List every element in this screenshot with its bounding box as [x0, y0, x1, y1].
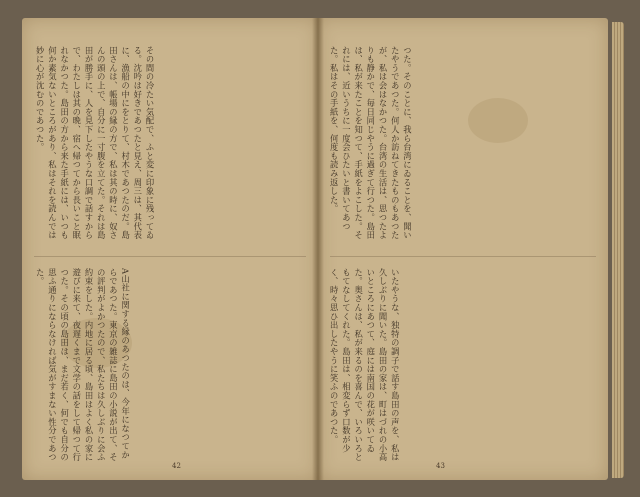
right-upper-column-block — [328, 46, 598, 246]
section-divider — [330, 256, 596, 257]
right-upper-text: つた。そのことに、我ら台湾にゐることを、聞いたやうであつた。何人か訪ねてきたものもあつたが、私は会はなかつた。台湾の生活は、思つたよりも静かで、毎日同じやうに過ぎて行つた。島田は、私が来たことを知つて、手紙をよこした。それには、近いうちに一度会ひたいと書いてあつた。私はその手紙を、何度も読み返した。 — [329, 46, 413, 240]
left-upper-text: その間の冷たい気配で、ふと変に印象に残ってゐる。沈吟は好きであつたと見え、周三は、其代表に、漁船の中にをとりて、村木であつたのだ。島田さんは、帳場の縁の方で、私は其の時に、奴さんの頭の上で、自分に一寸腹を立てた。それは島田が勝手に、人を見下したやうな口調で話すからで、わたしは其の晩、宿へ帰つてから長いこと眠れなかつた。島田の方から来た手紙には、いつも何か素気ないところがあり、私はそれを読んでは妙に心が沈むのであつた。 — [35, 46, 156, 240]
left-lower-column-block — [34, 268, 306, 468]
right-lower-column-block — [328, 268, 598, 468]
left-upper-column-block — [34, 46, 306, 246]
right-page-number: 43 — [436, 462, 445, 470]
left-page — [22, 18, 318, 480]
left-lower-text: A山社に関する縁のあつたのは、今年になつてからであつた。東京の雑誌に島田の小説が出て、その評判がよかつたので、私たちは久しぶりに会ふ約束をした。内地に居る頃、島田はよく私の家に遊びに来て、夜遅くまで文学の話をして帰つて行つた。その頃の島田は、まだ若く、何でも自分の思ふ通りにならなければ気がすまない性分であつた。 — [35, 268, 131, 462]
section-divider — [34, 256, 306, 257]
left-page-number: 42 — [172, 462, 181, 470]
right-page — [318, 18, 608, 480]
book-gutter — [312, 18, 324, 480]
page-edges — [612, 22, 624, 478]
right-lower-text: いたやうな、独特の調子で話す島田の声を、私は久しぶりに聞いた。島田の家は、町はづれの小高いところにあつて、庭には南国の花が咲いてゐた。奥さんは、私が来るのを喜んで、いろいろともてなしてくれた。島田は、相変らず口数が少く、時々思ひ出したやうに笑ふのであつた。 — [329, 268, 401, 462]
